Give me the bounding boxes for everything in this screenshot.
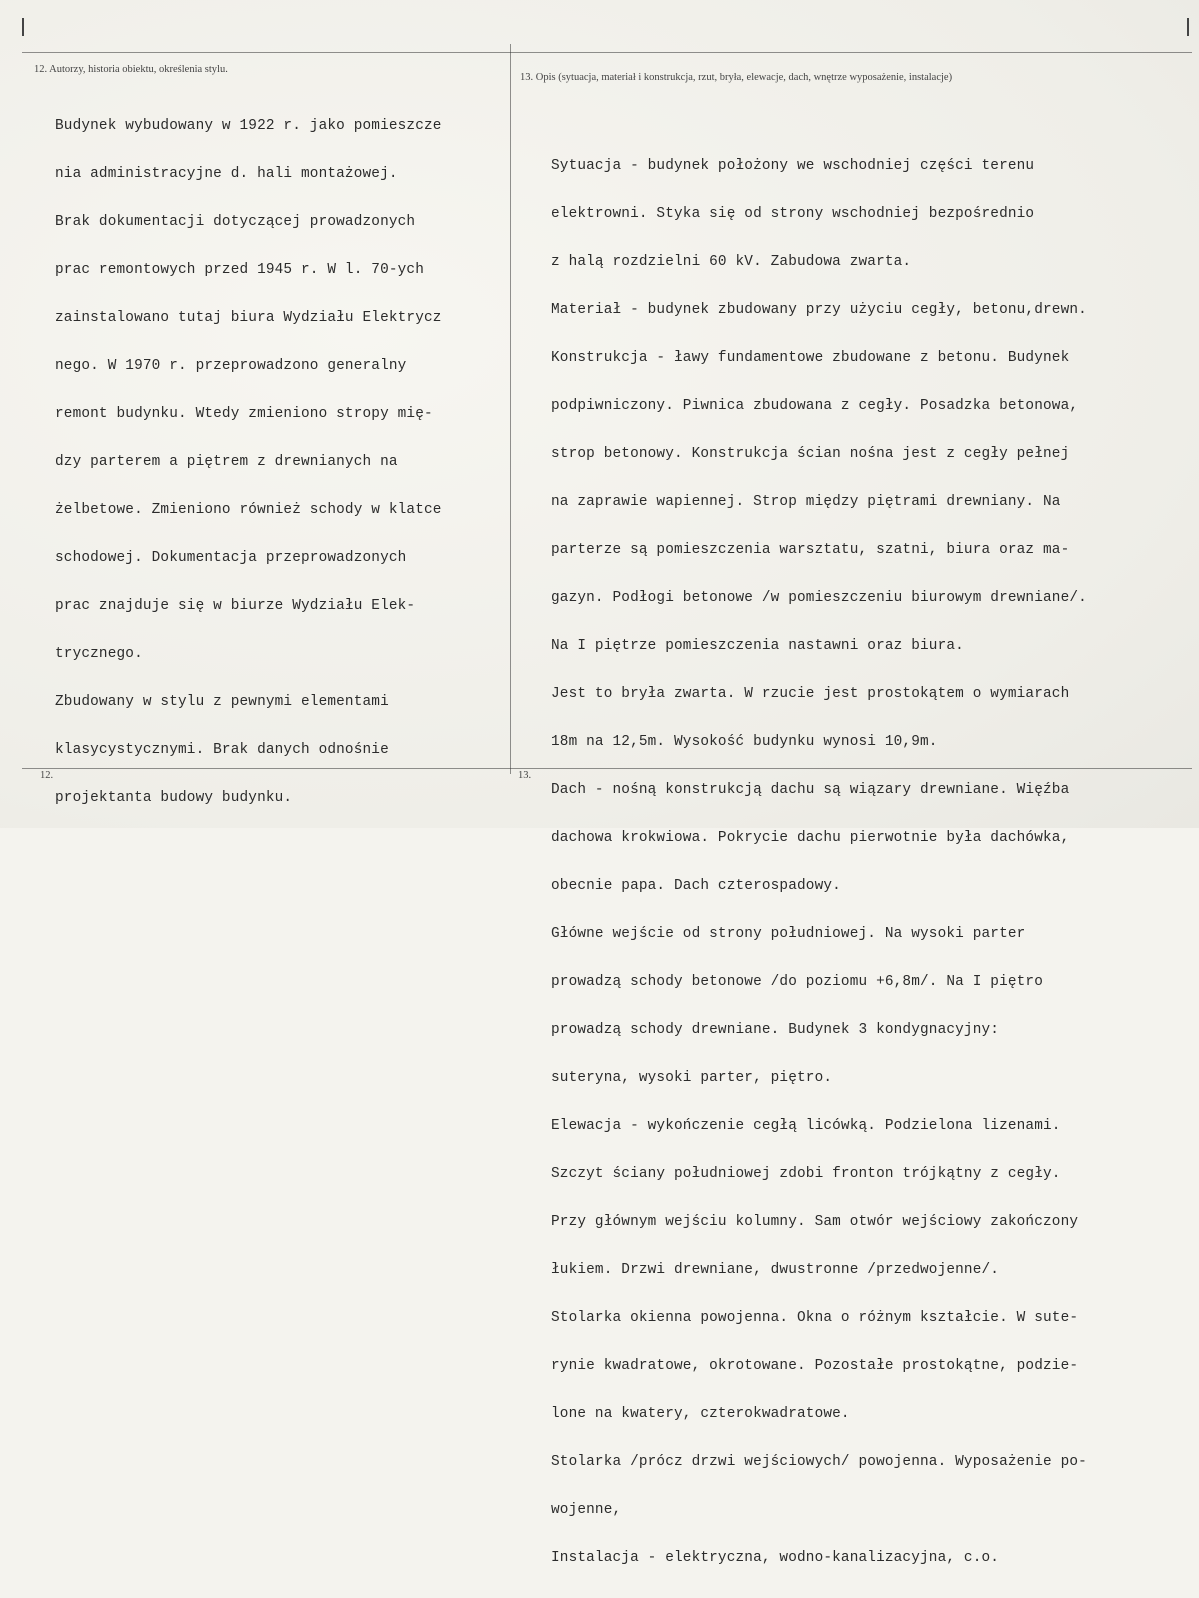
text-line: wojenne, xyxy=(551,1502,622,1518)
punch-mark-right xyxy=(1187,18,1189,36)
text-line: prowadzą schody betonowe /do poziomu +6,8m/. Na I piętro xyxy=(551,974,1044,990)
text-line: parterze są pomieszczenia warsztatu, szatni, biura oraz ma- xyxy=(551,542,1070,558)
description-text-block xyxy=(551,126,1087,1598)
text-line: nia administracyjne d. hali montażowej. xyxy=(55,166,398,182)
text-line: prac znajduje się w biurze Wydziału Elek- xyxy=(55,598,416,614)
section-13-footer: 13. xyxy=(518,770,532,781)
section-12-footer: 12. xyxy=(40,770,54,781)
text-line: zainstalowano tutaj biura Wydziału Elektrycz xyxy=(55,310,442,326)
text-line: Budynek wybudowany w 1922 r. jako pomieszcze xyxy=(55,118,442,134)
text-line: Jest to bryła zwarta. W rzucie jest prostokątem o wymiarach xyxy=(551,686,1070,702)
text-line: Główne wejście od strony południowej. Na wysoki parter xyxy=(551,926,1026,942)
text-line: Brak dokumentacji dotyczącej prowadzonych xyxy=(55,214,416,230)
text-line: Zbudowany w stylu z pewnymi elementami xyxy=(55,694,389,710)
text-line: Przy głównym wejściu kolumny. Sam otwór wejściowy zakończony xyxy=(551,1214,1079,1230)
text-line: prac remontowych przed 1945 r. W l. 70-ych xyxy=(55,262,425,278)
text-line: Dach - nośną konstrukcją dachu są wiązary drewniane. Więźba xyxy=(551,782,1070,798)
text-line: z halą rozdzielni 60 kV. Zabudowa zwarta. xyxy=(551,254,912,270)
text-line: klasycystycznymi. Brak danych odnośnie xyxy=(55,742,389,758)
text-line: żelbetowe. Zmieniono również schody w klatce xyxy=(55,502,442,518)
text-line: Materiał - budynek zbudowany przy użyciu cegły, betonu,drewn. xyxy=(551,302,1087,318)
text-line: schodowej. Dokumentacja przeprowadzonych xyxy=(55,550,407,566)
column-divider xyxy=(510,44,511,774)
text-line: podpiwniczony. Piwnica zbudowana z cegły. Posadzka betonowa, xyxy=(551,398,1079,414)
text-line: trycznego. xyxy=(55,646,143,662)
punch-mark-left xyxy=(22,18,24,36)
text-line: lone na kwatery, czterokwadratowe. xyxy=(551,1406,850,1422)
text-line: strop betonowy. Konstrukcja ścian nośna jest z cegły pełnej xyxy=(551,446,1070,462)
text-line: prowadzą schody drewniane. Budynek 3 kondygnacyjny: xyxy=(551,1022,1000,1038)
text-line: Na I piętrze pomieszczenia nastawni oraz biura. xyxy=(551,638,964,654)
text-line: Stolarka okienna powojenna. Okna o różnym kształcie. W sute- xyxy=(551,1310,1079,1326)
text-line: suteryna, wysoki parter, piętro. xyxy=(551,1070,833,1086)
text-line: na zaprawie wapiennej. Strop między piętrami drewniany. Na xyxy=(551,494,1061,510)
text-line: obecnie papa. Dach czterospadowy. xyxy=(551,878,841,894)
section-13-header: 13. Opis (sytuacja, materiał i konstrukcja, rzut, bryła, elewacje, dach, wnętrze wyposażenie, instalacje) xyxy=(520,72,953,83)
section-12-header: 12. Autorzy, historia obiektu, określenia stylu. xyxy=(34,64,228,75)
text-line: projektanta budowy budynku. xyxy=(55,790,293,806)
text-line: remont budynku. Wtedy zmieniono stropy mię- xyxy=(55,406,433,422)
text-line: gazyn. Podłogi betonowe /w pomieszczeniu biurowym drewniane/. xyxy=(551,590,1087,606)
text-line: Szczyt ściany południowej zdobi fronton trójkątny z cegły. xyxy=(551,1166,1061,1182)
text-line: nego. W 1970 r. przeprowadzono generalny xyxy=(55,358,407,374)
top-rule xyxy=(22,52,1192,53)
text-line: Sytuacja - budynek położony we wschodniej części terenu xyxy=(551,158,1035,174)
text-line: Stolarka /prócz drzwi wejściowych/ powojenna. Wyposażenie po- xyxy=(551,1454,1087,1470)
text-line: dzy parterem a piętrem z drewnianych na xyxy=(55,454,398,470)
text-line: 18m na 12,5m. Wysokość budynku wynosi 10,9m. xyxy=(551,734,938,750)
text-line: Elewacja - wykończenie cegłą licówką. Podzielona lizenami. xyxy=(551,1118,1061,1134)
text-line: Konstrukcja - ławy fundamentowe zbudowane z betonu. Budynek xyxy=(551,350,1070,366)
text-line: dachowa krokwiowa. Pokrycie dachu pierwotnie była dachówka, xyxy=(551,830,1070,846)
text-line: łukiem. Drzwi drewniane, dwustronne /przedwojenne/. xyxy=(551,1262,1000,1278)
text-line: Instalacja - elektryczna, wodno-kanalizacyjna, c.o. xyxy=(551,1550,1000,1566)
text-line: elektrowni. Styka się od strony wschodniej bezpośrednio xyxy=(551,206,1035,222)
history-text-block xyxy=(55,86,442,838)
text-line: rynie kwadratowe, okrotowane. Pozostałe prostokątne, podzie- xyxy=(551,1358,1079,1374)
